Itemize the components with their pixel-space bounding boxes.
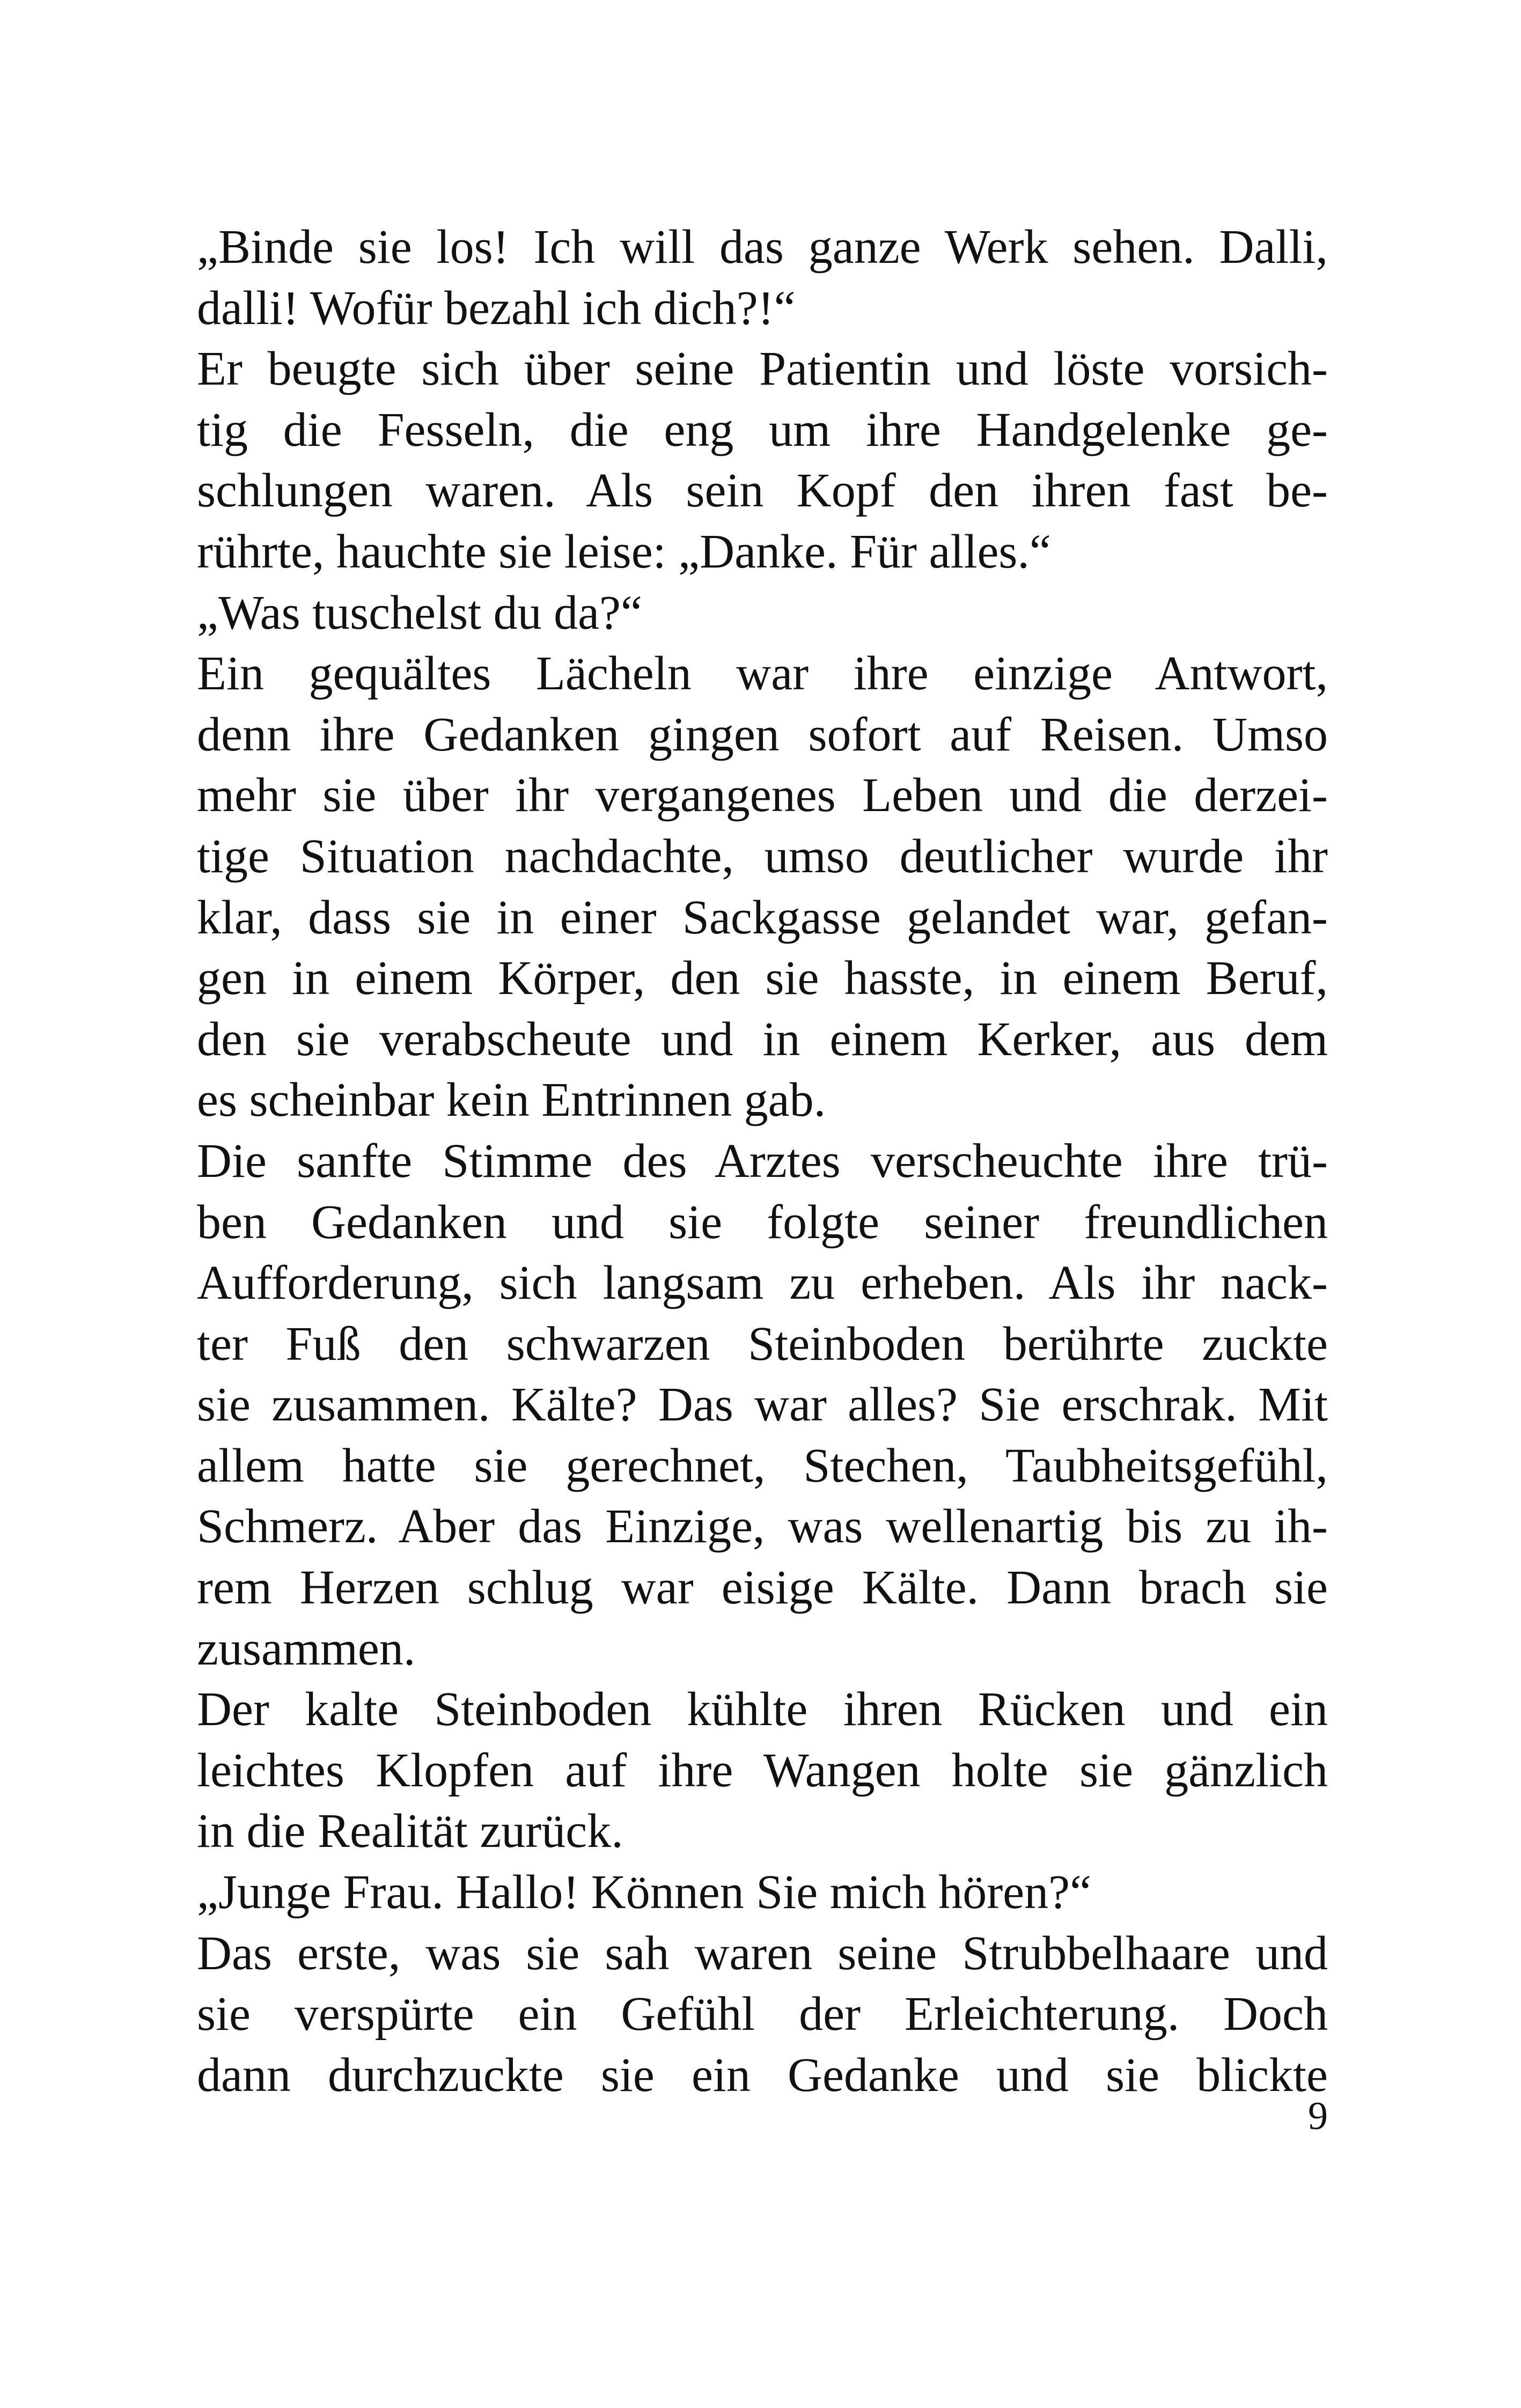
page-body-text (197, 217, 1328, 2105)
text-line: tige Situation nachdachte, umso deutlicher wurde ihr (197, 829, 1328, 883)
text-line: Aufforderung, sich langsam zu erheben. Als ihr nack- (197, 1256, 1328, 1310)
text-line: den sie verabscheute und in einem Kerker, aus dem (197, 1012, 1328, 1066)
text-line: schlungen waren. Als sein Kopf den ihren fast be- (197, 464, 1328, 518)
text-line: rem Herzen schlug war eisige Kälte. Dann brach sie (197, 1561, 1328, 1615)
text-line: klar, dass sie in einer Sackgasse gelandet war, gefan- (197, 890, 1328, 944)
text-line: Das erste, was sie sah waren seine Strubbelhaare und (197, 1926, 1328, 1980)
text-line: mehr sie über ihr vergangenes Leben und die derzei- (197, 769, 1328, 822)
text-line: tig die Fesseln, die eng um ihre Handgelenke ge- (197, 403, 1328, 456)
text-line: Er beugte sich über seine Patientin und löste vorsich- (197, 342, 1328, 396)
text-line: zusammen. (197, 1622, 416, 1675)
text-line: leichtes Klopfen auf ihre Wangen holte sie gänzlich (197, 1743, 1328, 1797)
text-line: denn ihre Gedanken gingen sofort auf Reisen. Umso (197, 708, 1328, 761)
text-line: gen in einem Körper, den sie hasste, in einem Beruf, (197, 952, 1328, 1005)
text-line: es scheinbar kein Entrinnen gab. (197, 1073, 826, 1127)
text-line: allem hatte sie gerechnet, Stechen, Taubheitsgefühl, (197, 1439, 1328, 1492)
text-line: „Was tuschelst du da?“ (197, 586, 642, 639)
text-line: Ein gequältes Lächeln war ihre einzige Antwort, (197, 647, 1328, 701)
text-line: sie zusammen. Kälte? Das war alles? Sie erschrak. Mit (197, 1378, 1328, 1432)
text-line: sie verspürte ein Gefühl der Erleichterung. Doch (197, 1987, 1328, 2041)
text-line: Schmerz. Aber das Einzige, was wellenartig bis zu ih- (197, 1500, 1328, 1553)
text-line: „Binde sie los! Ich will das ganze Werk sehen. Dalli, (197, 220, 1328, 274)
text-line: rührte, hauchte sie leise: „Danke. Für alles.“ (197, 525, 1051, 578)
text-line: dalli! Wofür bezahl ich dich?!“ (197, 281, 796, 335)
text-line: „Junge Frau. Hallo! Können Sie mich hören?“ (197, 1866, 1092, 1919)
text-line: dann durchzuckte sie ein Gedanke und sie blickte (197, 2048, 1328, 2102)
text-line: Der kalte Steinboden kühlte ihren Rücken und ein (197, 1683, 1328, 1736)
page-number: 9 (1308, 2094, 1328, 2138)
text-line: in die Realität zurück. (197, 1805, 623, 1858)
text-line: Die sanfte Stimme des Arztes verscheuchte ihre trü- (197, 1134, 1328, 1188)
text-line: ben Gedanken und sie folgte seiner freundlichen (197, 1195, 1328, 1249)
text-line: ter Fuß den schwarzen Steinboden berührte zuckte (197, 1317, 1328, 1371)
